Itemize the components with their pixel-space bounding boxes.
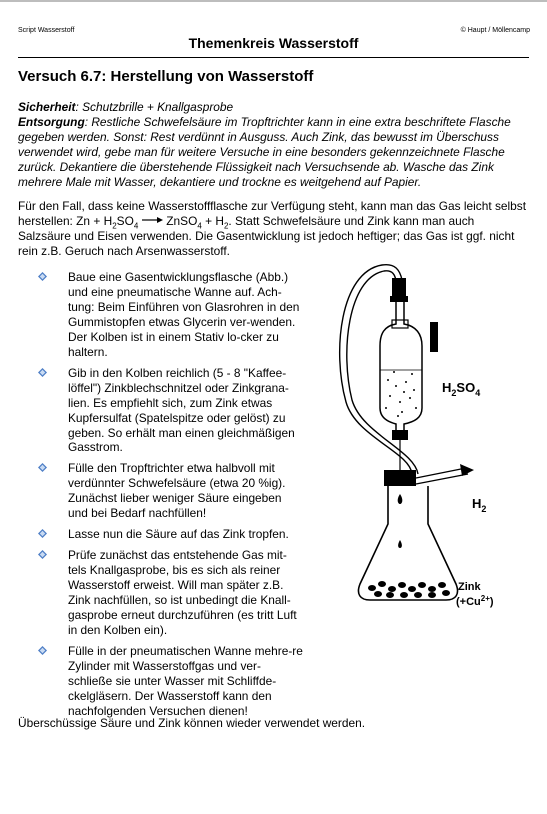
diamond-bullet-icon (38, 368, 47, 377)
experiment-title: Versuch 6.7: Herstellung von Wasserstoff (18, 68, 314, 85)
stopcock (392, 430, 408, 440)
formula-part: ZnSO (166, 214, 198, 228)
step-text: Fülle den Tropftrichter etwa halbvoll mit verdünnter Schwefelsäure (etwa 20 %ig). Zunächst lieber weniger Säure eingeben und bei Bedarf nachfüllen! (68, 461, 286, 521)
step-text: Fülle in der pneumatischen Wanne mehre-re Zylinder mit Wasserstoffgas und ver-schließe sie unter Wasser mit Schliffde-ckelgläsern. Der Wasserstoff kann den nachfolgenden Versuchen dienen! (68, 643, 303, 718)
safety-text: : Schutzbrille + Knallgasprobe (75, 100, 234, 114)
gas-label: $H_2$ (472, 496, 487, 514)
step-text: Prüfe zunächst das entstehende Gas mit-tels Knallgasprobe, bis es sich als reiner Wasserstoff erweist. Will man später z.B. Zink nachfüllen, so ist unbedingt die Knall-gasprobe erneut durchzuführen (es tritt Luft in den Kolben ein). (68, 548, 297, 637)
acid-label: $H_2SO_4$ (442, 380, 481, 398)
diamond-bullet-icon (38, 550, 47, 559)
safety-disposal-paragraph (18, 100, 530, 190)
disposal-label: Entsorgung (18, 115, 85, 129)
reaction-arrow-icon (138, 216, 166, 224)
disposal-text: : Restliche Schwefelsäure im Tropftrichter kann in eine extra beschriftete Flasche gegeben werden. Sonst: Rest verdünnt in Ausguss. Auch Zink, das bewusst im Überschuss verwendet wird, gebe man für weitere Versuche in eine besonders gekennzeichnete Flasche zurück. Dekantiere die überstehende Flüssigkeit nach Versuchsende ab. Wasche das Zink mehrere Male mit Wasser, dekantiere und trockne es weitgehend auf Papier. (18, 115, 511, 189)
metal-label: Zink (458, 581, 481, 593)
top-border (0, 0, 547, 2)
dropping-funnel (380, 302, 422, 434)
diamond-bullet-icon (38, 646, 47, 655)
procedure-step (36, 548, 304, 638)
header-copyright: © Haupt / Möllencamp (460, 27, 530, 34)
procedure-steps (36, 270, 304, 725)
diamond-bullet-icon (38, 272, 47, 281)
page-title: Themenkreis Wasserstoff (188, 35, 359, 51)
header-script-name: Script Wasserstoff (18, 27, 75, 34)
intro-text-before: Für den Fall, dass keine Wasserstoffflasche zur Verfügung steht, kann man das Gas leicht selbst herstellen: Zn + H (18, 199, 527, 228)
diamond-bullet-icon (38, 529, 47, 538)
procedure-step (36, 270, 304, 360)
catalyst-note: $(+Cu^{2+})$ (456, 594, 494, 608)
header-divider (18, 57, 529, 58)
acid-liquid (385, 371, 417, 417)
funnel-stopper (392, 278, 406, 298)
formula-sub: 4 (133, 221, 139, 231)
safety-label: Sicherheit (18, 100, 76, 114)
intro-paragraph (18, 199, 530, 259)
step-text: Lasse nun die Säure auf das Zink tropfen. (68, 527, 289, 542)
flask-stopper (384, 470, 416, 486)
gas-generator-apparatus-figure (300, 262, 520, 632)
procedure-step (36, 644, 304, 719)
step-text: Baue eine Gasentwicklungsflasche (Abb.) und eine pneumatische Wanne auf. Ach-tung: Beim Einführen von Glasrohren in den Gummistopfen etwas Glycerin ver-wenden. Der Kolben ist in einem Stativ lo-cker zu haltern. (68, 270, 300, 359)
procedure-step (36, 366, 304, 456)
diamond-bullet-icon (38, 463, 47, 472)
formula-sub: 2 (112, 221, 117, 231)
step-text: Gib in den Kolben reichlich (5 - 8 "Kaffee-löffel") Zinkblechschnitzel oder Zinkgrana-lien. Es empfiehlt sich, zum Zink etwas Kupfersulfat (Spatelspitze oder gelöst) zu geben. So erhält man einen gleichmäßigen Gasstrom. (68, 365, 295, 455)
intro-text-after: . Statt Schwefelsäure und Zink kann man auch Salzsäure und Eisen verwenden. Die Gasentwicklung ist jedoch heftiger; das Gas ist ggf. nicht rein z.B. Geruch nach Arsenwasserstoff. (18, 214, 515, 258)
formula-sub: 2 (223, 221, 229, 231)
procedure-step (36, 527, 304, 542)
zinc-granules (368, 581, 450, 598)
formula-part: SO (116, 214, 134, 228)
formula-part: + H (201, 214, 224, 228)
closing-note: Überschüssige Säure und Zink können wieder verwendet werden. (18, 716, 366, 730)
procedure-step (36, 461, 304, 521)
formula-sub: 4 (197, 221, 202, 231)
